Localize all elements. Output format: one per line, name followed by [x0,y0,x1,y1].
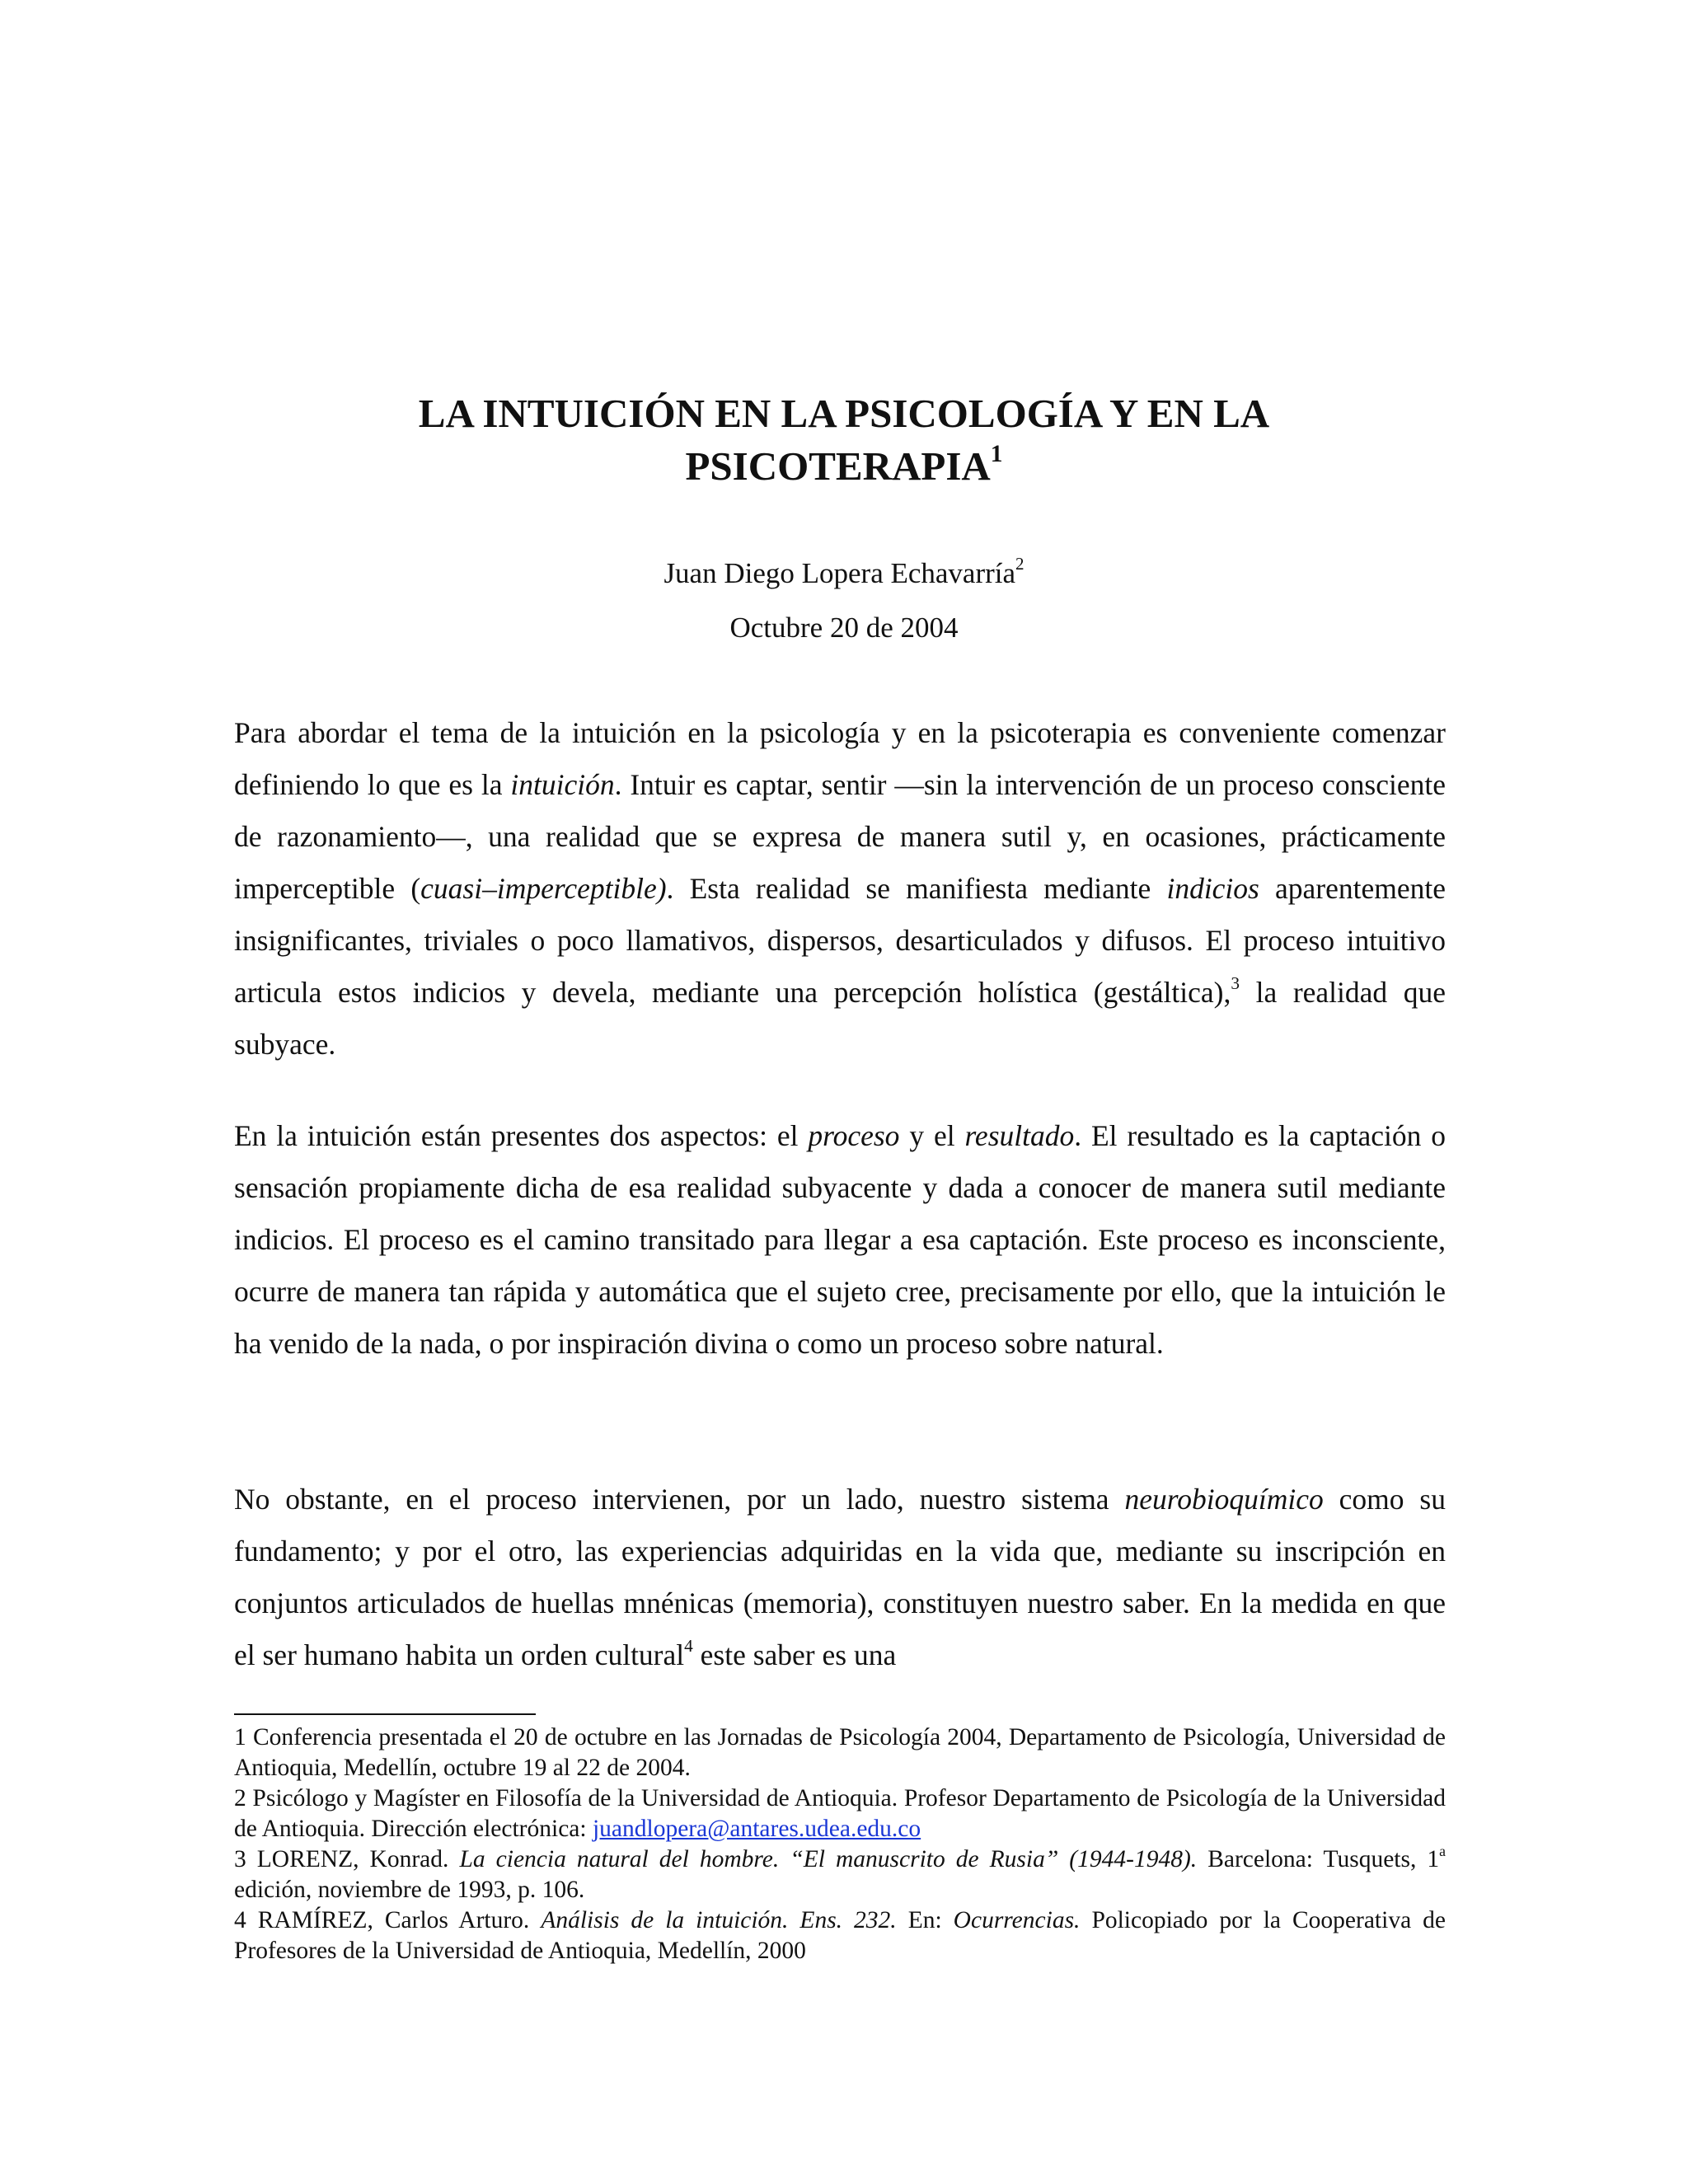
p1-emphasis-intuicion: intuición [510,768,615,801]
author-name-text: Juan Diego Lopera Echavarría [663,557,1016,589]
footnote-2-text: 2 Psicólogo y Magíster en Filosofía de la Universidad de Antioquia. Profesor Departamento de Psicología de la Universidad de Antioquia. Dirección electrónica: [234,1785,1446,1842]
footnote-4 [234,1905,1446,1966]
p3-text-2: como su fundamento; y por el otro, las experiencias adquiridas en la vida que, mediante su inscripción en conjuntos articulados de huellas mnénicas (memoria), constituyen nuestro saber. En la medida en que el ser humano habita un orden cultural [234,1483,1446,1671]
paragraph-1 [234,707,1446,1071]
footnote-1: 1 Conferencia presentada el 20 de octubre en las Jornadas de Psicología 2004, Departamento de Psicología, Universidad de Antioquia, Medellín, octubre 19 al 22 de 2004. [234,1724,1446,1781]
p1-emphasis-indicios: indicios [1166,872,1259,905]
footnote-4-work-title: Análisis de la intuición. Ens. 232. [541,1907,897,1933]
p1-text-4: aparentemente insignificantes, triviales o poco llamativos, dispersos, desarticulados y difusos. El proceso intuitivo articula estos indicios y devela, mediante una percepción holística (gestáltica), [234,872,1446,1009]
p3-text-3: este saber es una [692,1638,897,1671]
footnote-3 [234,1844,1446,1905]
footnote-3-ordinal: a [1439,1842,1446,1859]
footnotes [234,1722,1446,1966]
p1-text-5: la realidad que subyace. [234,976,1446,1061]
p2-text-3: . El resultado es la captación o sensación propiamente dicha de esa realidad subyacente y dada a conocer de manera sutil mediante indicios. El proceso es el camino transitado para llegar a esa captación. Este proceso es inconsciente, ocurre de manera tan rápida y automática que el sujeto cree, precisamente por ello, que la intuición le ha venido de la nada, o por inspiración divina o como un proceso sobre natural. [234,1119,1446,1360]
p1-text-1: Para abordar el tema de la intuición en la psicología y en la psicoterapia es conveniente comenzar definiendo lo que es la [234,716,1446,801]
footnote-4-text-a: 4 RAMÍREZ, Carlos Arturo. [234,1907,542,1933]
paragraph-3 [234,1474,1446,1681]
footnote-4-text-b: En: [896,1907,954,1933]
author-footnote-ref[interactable]: 2 [1015,554,1025,574]
p1-text-2: . Intuir es captar, sentir —sin la intervención de un proceso consciente de razonamiento—, una realidad que se expresa de manera sutil y, en ocasiones, prácticamente imperceptible ( [234,768,1446,905]
footnote-4-text-c: Policopiado por la Cooperativa de Profesores de la Universidad de Antioquia, Medellín, 2000 [234,1907,1447,1964]
document-date: Octubre 20 de 2004 [729,612,959,644]
p3-footnote-ref[interactable]: 4 [684,1635,693,1656]
p3-text-1: No obstante, en el proceso intervienen, por un lado, nuestro sistema [234,1483,1125,1516]
title-footnote-ref[interactable]: 1 [990,441,1003,468]
footnote-4-collection-title: Ocurrencias. [953,1907,1081,1933]
document-title [231,387,1457,493]
p1-emphasis-cuasi: cuasi–imperceptible) [420,872,667,905]
p2-emphasis-proceso: proceso [808,1119,900,1152]
p2-emphasis-resultado: resultado [964,1119,1075,1152]
p1-text-3: . Esta realidad se manifiesta mediante [666,872,1167,905]
p2-text-2: y el [899,1119,965,1152]
paragraph-2 [234,1110,1446,1370]
footnote-3-text-c: edición, noviembre de 1993, p. 106. [234,1877,585,1903]
title-line-2: PSICOTERAPIA [685,443,991,489]
p1-footnote-ref[interactable]: 3 [1231,972,1240,993]
footnote-3-text-a: 3 LORENZ, Konrad. [234,1846,460,1872]
footnote-3-book-title: La ciencia natural del hombre. “El manuscrito de Rusia” (1944-1948). [459,1846,1198,1872]
p2-text-1: En la intuición están presentes dos aspectos: el [234,1119,809,1152]
p3-emphasis-neurobioquimico: neurobioquímico [1124,1483,1324,1516]
author-name [231,548,1457,599]
title-line-1: LA INTUICIÓN EN LA PSICOLOGÍA Y EN LA [418,391,1270,436]
footnote-separator [234,1713,536,1715]
footnote-2 [234,1783,1446,1844]
footnote-3-text-b: Barcelona: Tusquets, 1 [1197,1846,1440,1872]
author-email-link[interactable]: juandlopera@antares.udea.edu.co [592,1816,921,1842]
